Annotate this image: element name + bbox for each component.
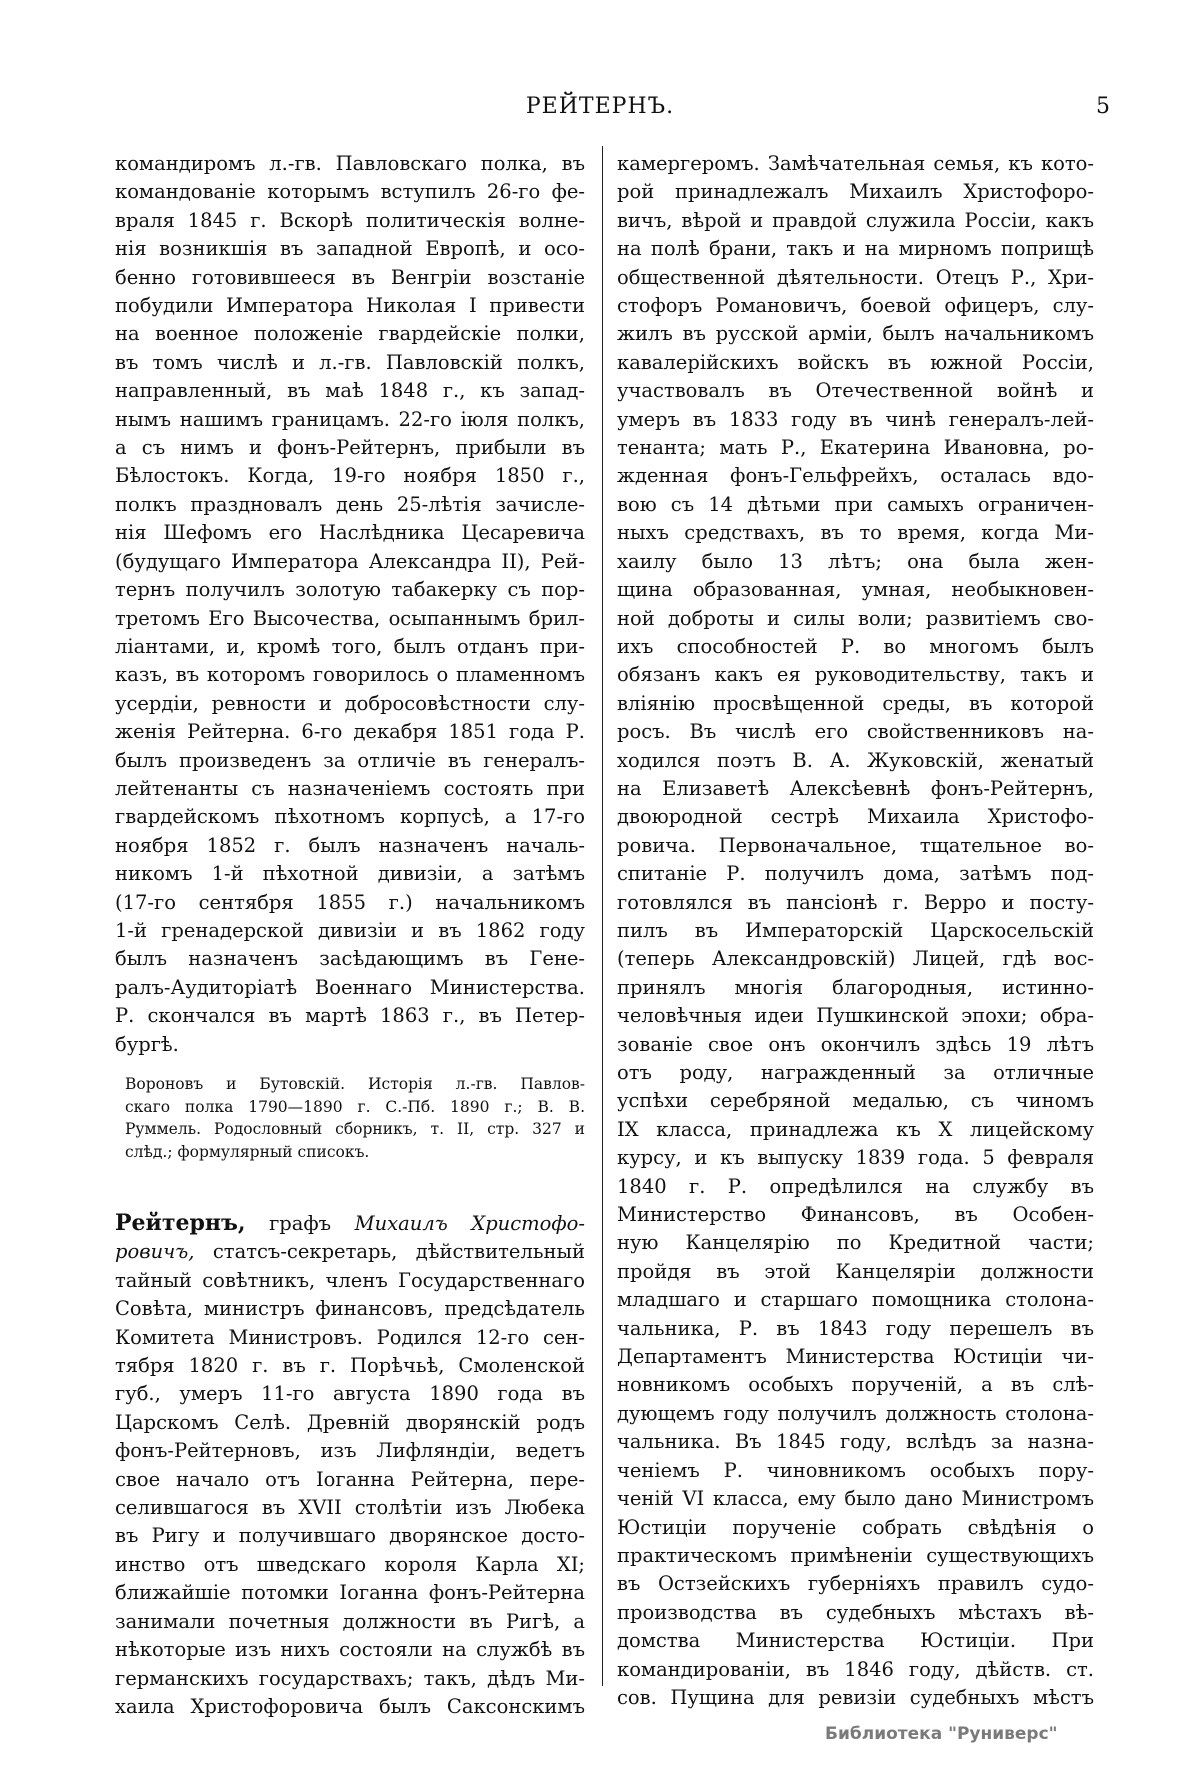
text-line: вліянію просвѣщенной среды, въ которой [617,691,1094,715]
text-line: росъ. Въ числѣ его свойственниковъ на- [617,720,1094,744]
text-line: Совѣта, министръ финансовъ, предсѣдатель [115,1297,585,1321]
text-line: лейтенанты съ назначеніемъ состоять при [115,776,585,800]
running-header: РЕЙТЕРНЪ. [525,94,675,119]
text-line: ныхъ средствахъ, въ то время, когда Ми- [617,521,1094,545]
text-line: ліантами, и, кромѣ того, былъ отданъ при- [115,634,585,658]
text-line: хаила Христофоровича былъ Саксонскимъ [115,1694,585,1718]
entry-body [115,1267,585,1722]
entry-body-continued [617,150,1094,1712]
text-line: направленный, въ маѣ 1848 г., къ запад- [115,379,585,403]
text-line: на Елизаветѣ Алексѣевнѣ фонъ-Рейтернъ, [617,776,1094,800]
text-line: ченій VI класса, ему было дано Министромъ [617,1487,1094,1511]
references [115,1073,585,1163]
text-line: женія Рейтерна. 6-го декабря 1851 года Р. [115,720,585,744]
right-column [617,150,1094,1712]
text-line: чальника, Р. въ 1843 году перешелъ въ [617,1316,1094,1340]
text-line: ближайшіе потомки Іоганна фонъ-Рейтерна [115,1581,585,1605]
text-line: губ., умеръ 11-го августа 1890 года въ [115,1382,585,1406]
text-line: въ Ригу и получившаго дворянское досто- [115,1524,585,1548]
text-line: пилъ въ Императорскій Царскосельскій [617,918,1094,942]
text-line: ную Канцелярію по Кредитной части; [617,1231,1094,1255]
text-line: отъ роду, награжденный за отличные [617,1061,1094,1084]
text-line: селившагося въ XVII столѣтіи изъ Любека [115,1496,585,1520]
text-line: чальника. Въ 1845 году, вслѣдъ за назна- [617,1430,1094,1454]
text-line: хаилу было 13 лѣтъ; она была жен- [617,549,1094,573]
text-line: ровича. Первоначальное, тщательное во- [617,833,1094,857]
text-line: (теперь Александровскій) Лицей, гдѣ вос- [617,947,1094,971]
text-line: слѣд.; формулярный списокъ. [125,1142,370,1161]
text-line: жденная фонъ-Гельфрейхъ, осталась вдо- [617,464,1094,488]
text-line: нѣкоторые изъ нихъ состояли на службѣ въ [115,1638,585,1662]
article-continuation [115,150,585,1059]
text-line: враля 1845 г. Вскорѣ политическія волне- [115,208,585,232]
entry-first-rest: статсъ-секретарь, дѣйствительный [212,1240,585,1264]
text-line: командированіи, въ 1846 году, дѣйств. ст. [617,1657,1094,1681]
text-line: спитаніе Р. получилъ дома, затѣмъ под- [617,862,1094,886]
text-line: ноября 1852 г. былъ назначенъ началь- [115,833,585,857]
text-line: практическомъ примѣненіи существующихъ [617,1543,1094,1567]
text-line: ной доброты и силы воли; развитіемъ сво- [617,606,1094,630]
text-line: новникомъ особыхъ порученій, а въ слѣ- [617,1373,1094,1397]
text-line: тайный совѣтникъ, членъ Государственнаго [115,1268,585,1292]
text-line: Комитета Министровъ. Родился 12-го сен- [115,1325,585,1349]
text-line: третомъ Его Высочества, осыпаннымъ брил- [115,606,585,630]
text-line: 1-й гренадерской дивизіи и въ 1862 году [115,918,585,942]
text-line: германскихъ государствахъ; такъ, дѣдъ Ми- [115,1666,585,1690]
text-line: обязанъ какъ ея руководительству, такъ и [617,663,1094,687]
text-line: въ Остзейскихъ губерніяхъ правилъ судо- [617,1572,1094,1596]
text-line: ходился поэтъ В. А. Жуковскій, женатый [617,748,1094,772]
text-line: IX класса, принадлежа къ X лицейскому [617,1117,1094,1141]
text-line: а съ нимъ и фонъ-Рейтернъ, прибыли въ [115,436,585,460]
text-line: Вороновъ и Бутовскій. Исторія л.-гв. Павлов- [125,1075,585,1093]
article-entry [115,1209,585,1721]
text-line: на полѣ брани, такъ и на мирномъ поприщѣ [617,237,1094,261]
text-line: былъ произведенъ за отличіе въ генералъ- [115,748,585,772]
text-line: пройдя въ этой Канцеляріи должности [617,1259,1094,1283]
page-number: 5 [1096,94,1110,119]
column-divider [602,146,603,1686]
text-line: ралъ-Аудиторіатѣ Военнаго Министерства. [115,975,585,999]
text-line: Министерство Финансовъ, въ Особен- [617,1203,1094,1227]
text-line: младшаго и старшаго помощника столона- [617,1288,1094,1312]
text-line: былъ назначенъ засѣдающимъ въ Гене- [115,947,585,971]
text-line: никомъ 1-й пѣхотной дивизіи, а затѣмъ [115,862,585,886]
text-line: успѣхи серебряной медалью, съ чиномъ [617,1089,1094,1113]
text-line: казъ, въ которомъ говорилось о пламенномъ [115,663,585,687]
text-line: человѣчныя идеи Пушкинской эпохи; обра- [617,1004,1094,1028]
text-line: Департаментъ Министерства Юстиціи чи- [617,1345,1094,1369]
text-line: нымъ нашимъ границамъ. 22-го іюля полкъ, [115,407,585,431]
text-line: щина образованная, умная, необыкновен- [617,578,1094,602]
text-line: производства въ судебныхъ мѣстахъ вѣ- [617,1600,1094,1624]
text-line: вичъ, вѣрой и правдой служила Россіи, какъ [617,208,1094,232]
text-line: занимали почетныя должности въ Ригѣ, а [115,1609,585,1633]
text-line: сов. Пущина для ревизіи судебныхъ мѣстъ [617,1685,1094,1709]
text-line: тернъ получилъ золотую табакерку съ пор- [115,578,585,602]
text-line: домства Министерства Юстиціи. При [617,1629,1094,1653]
text-line: общественной дѣятельности. Отецъ Р., Хри- [617,265,1094,289]
text-line: побудили Императора Николая I привести [115,294,585,318]
text-line: Юстиціи порученіе собрать свѣдѣнія о [617,1515,1094,1539]
text-line: (17-го сентября 1855 г.) начальникомъ [115,890,585,914]
text-line: свое начало отъ Іоганна Рейтерна, пере- [115,1467,585,1491]
entry-title-word: графъ [269,1212,332,1235]
library-watermark: Библиотека "Руниверс" [825,1724,1058,1744]
entry-given-name: Михаилъ Христофо- [354,1212,585,1235]
text-line: на военное положеніе гвардейскіе полки, [115,322,585,346]
text-line: стофоръ Романовичъ, боевой офицеръ, слу- [617,294,1094,318]
text-line: умеръ въ 1833 году въ чинѣ генералъ-лей- [617,407,1094,431]
text-line: бургѣ. [115,1032,179,1056]
text-line: гвардейскомъ пѣхотномъ корпусѣ, а 17-го [115,805,585,829]
text-line: (будущаго Императора Александра II), Рей- [115,549,585,573]
text-line: Р. скончался въ мартѣ 1863 г., въ Петер- [115,1004,585,1028]
text-line: скаго полка 1790—1890 г. С.-Пб. 1890 г.; В. В. [125,1097,585,1116]
entry-heading-line [115,1209,585,1238]
text-line: ихъ способностей Р. во многомъ былъ [617,634,1094,658]
text-line: готовлялся въ пансіонѣ г. Верро и посту- [617,890,1094,914]
text-line: въ томъ числѣ и л.-гв. Павловскій полкъ, [115,350,585,374]
text-line: камергеромъ. Замѣчательная семья, къ кото- [617,152,1094,175]
text-line: командиромъ л.-гв. Павловскаго полка, въ [115,152,585,175]
text-line: бенно готовившееся въ Венгріи возстаніе [115,265,585,289]
text-line: Бѣлостокъ. Когда, 19-го ноября 1850 г., [115,464,585,488]
text-line: 1840 г. Р. опредѣлился на службу въ [617,1174,1094,1198]
text-line: усердіи, ревности и добросовѣстности слу- [115,691,585,715]
left-column [115,150,585,1721]
text-line: участвовалъ въ Отечественной войнѣ и [617,379,1094,403]
entry-given-name-cont: ровичъ, [115,1240,195,1264]
text-line: Царскомъ Селѣ. Древній дворянскій родъ [115,1410,585,1434]
text-line: курсу, и къ выпуску 1839 года. 5 февраля [617,1146,1094,1170]
text-line: тября 1820 г. въ г. Порѣчьѣ, Смоленской [115,1354,585,1378]
text-line: фонъ-Рейтерновъ, изъ Лифляндіи, ведетъ [115,1439,585,1463]
text-line: принялъ многія благородныя, истинно- [617,975,1094,999]
text-line: тенанта; мать Р., Екатерина Ивановна, ро- [617,436,1094,460]
text-line: инство отъ шведскаго короля Карла XI; [115,1552,585,1576]
text-line: рой принадлежалъ Михаилъ Христофоро- [617,180,1094,204]
text-line: Руммель. Родословный сборникъ, т. II, стр. 327 и [125,1120,585,1138]
text-line: зованіе свое онъ окончилъ здѣсь 19 лѣтъ [617,1032,1094,1056]
text-line: дующемъ году получилъ должность столона- [617,1401,1094,1425]
text-line: ченіемъ Р. чиновникомъ особыхъ пору- [617,1458,1094,1482]
text-line: командованіе которымъ вступилъ 26-го фе- [115,180,585,204]
text-line: кавалерійскихъ войскъ въ южной Россіи, [617,350,1094,374]
entry-line [115,1238,585,1266]
text-line: двоюродной сестрѣ Михаила Христофо- [617,805,1094,829]
entry-name: Рейтернъ, [115,1210,246,1236]
text-line: жилъ въ русской арміи, былъ начальникомъ [617,322,1094,346]
text-line: вою съ 14 дѣтьми при самыхъ ограничен- [617,492,1094,516]
text-line: нія Шефомъ его Наслѣдника Цесаревича [115,521,585,545]
text-line: полкъ праздновалъ день 25-лѣтія зачисле- [115,492,585,516]
text-line: нія возникшія въ западной Европѣ, и осо- [115,237,585,261]
